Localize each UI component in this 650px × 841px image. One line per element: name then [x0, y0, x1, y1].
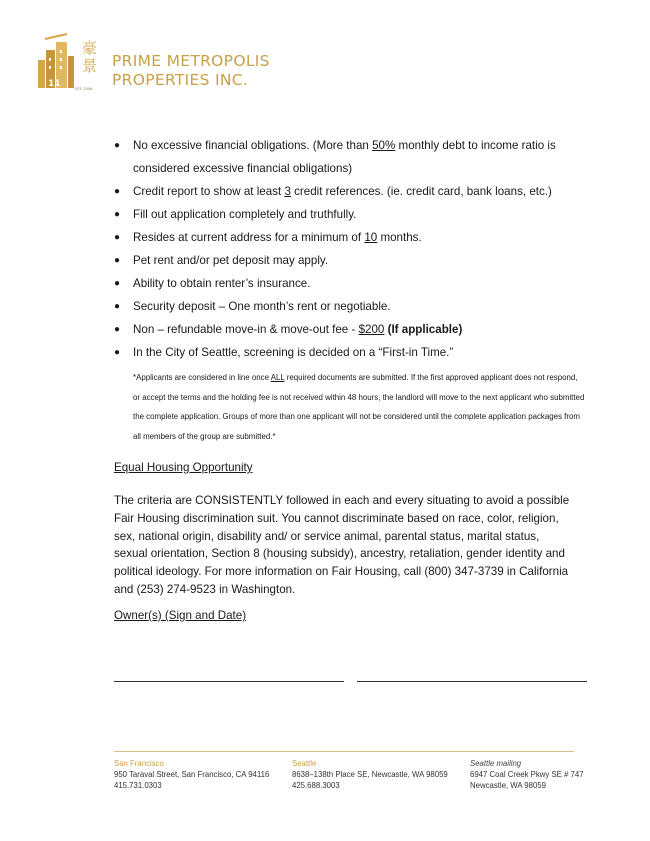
criteria-text: In the City of Seattle, screening is decided on a “First-in Time.” [133, 346, 454, 359]
criteria-text: No excessive financial obligations. (More than [133, 139, 373, 152]
owner-signature-line[interactable] [114, 681, 344, 682]
footer-office-san-francisco [114, 758, 269, 791]
company-name [112, 52, 270, 90]
owner-sign-heading: Owner(s) (Sign and Date) [114, 609, 247, 622]
equal-housing-body: The criteria are CONSISTENTLY followed in each and every situating to avoid a possible Fair Housing discrimination suit. You cannot discriminate based on race, color, religion, sex, national origin, disability and/ or service animal, parental status, marital status, sexual orientation, Section 8 (housing subsidy), ancestry, retaliation, gender identity and political ideology. For more information on Fair Housing, call (800) 347-3739 in California and (253) 274-9523 in Washington. [114, 494, 570, 596]
footer-city: San Francisco [114, 759, 164, 768]
footer-address: 6947 Coal Creek Pkwy SE # 747 [470, 770, 584, 779]
criteria-item [112, 272, 582, 295]
footer-phone: 425.688.3003 [292, 781, 340, 790]
footer-office-seattle [292, 758, 448, 791]
footer-divider [114, 751, 574, 752]
date-signature-line[interactable] [357, 681, 587, 682]
criteria-text: Fill out application completely and truthfully. [133, 208, 357, 221]
criteria-underlined-value: 10 [364, 231, 378, 244]
building-logo-icon [36, 30, 116, 92]
footer-phone: 415.731.0303 [114, 781, 162, 790]
equal-housing-heading: Equal Housing Opportunity [114, 461, 253, 474]
criteria-item [112, 180, 582, 203]
footer-office-seattle-mailing [470, 758, 584, 791]
criteria-bold-text: (If applicable) [387, 323, 463, 336]
logo-est-text: EST. 2006 [75, 87, 93, 91]
logo-cjk-1: 豪 [82, 39, 98, 57]
criteria-item [112, 318, 582, 341]
criteria-text: Credit report to show at least [133, 185, 285, 198]
note-text-underlined: ALL [270, 373, 285, 382]
company-name-line1: PRIME METROPOLIS [112, 52, 270, 70]
footer-city: Seattle mailing [470, 759, 522, 768]
criteria-item [112, 226, 582, 249]
criteria-text: Non – refundable move-in & move-out fee - [133, 323, 359, 336]
note-text-before: *Applicants are considered in line once [133, 373, 271, 382]
footer-address: 8638–138th Place SE, Newcastle, WA 98059 [292, 770, 448, 779]
criteria-text: months. [377, 231, 422, 244]
criteria-text: Pet rent and/or pet deposit may apply. [133, 254, 329, 267]
footer-address: 950 Taraval Street, San Francisco, CA 94116 [114, 770, 270, 779]
criteria-text: monthly debt to income ratio is considered excessive financial obligations) [133, 139, 556, 175]
applicant-note [133, 368, 585, 446]
company-name-line2: PROPERTIES INC. [112, 71, 249, 89]
criteria-item [112, 295, 582, 318]
criteria-underlined-value: 50% [372, 139, 396, 152]
criteria-item [112, 249, 582, 272]
footer-address-line2: Newcastle, WA 98059 [470, 781, 546, 790]
criteria-text: Ability to obtain renter’s insurance. [133, 277, 311, 290]
note-text-after: required documents are submitted. If the first approved applicant does not respond, or accept the terms and the holding fee is not received within 48 hours, the landlord will move to the next applicant who submitted the complete application. Groups of more than one applicant will not be considered until the complete application packages from all members of the group are submitted.* [133, 373, 585, 441]
criteria-item [112, 203, 582, 226]
criteria-underlined-value: $200 [358, 323, 385, 336]
logo-number: 11 [48, 79, 61, 89]
criteria-item [112, 134, 582, 180]
criteria-item [112, 341, 582, 364]
company-logo [36, 30, 286, 92]
logo-cjk-2: 景 [82, 57, 98, 75]
criteria-underlined-value: 3 [284, 185, 291, 198]
criteria-text: Resides at current address for a minimum of [133, 231, 365, 244]
footer-city: Seattle [292, 759, 317, 768]
criteria-list [112, 134, 582, 364]
criteria-text: credit references. (ie. credit card, bank loans, etc.) [290, 185, 552, 198]
criteria-text: Security deposit – One month’s rent or negotiable. [133, 300, 391, 313]
